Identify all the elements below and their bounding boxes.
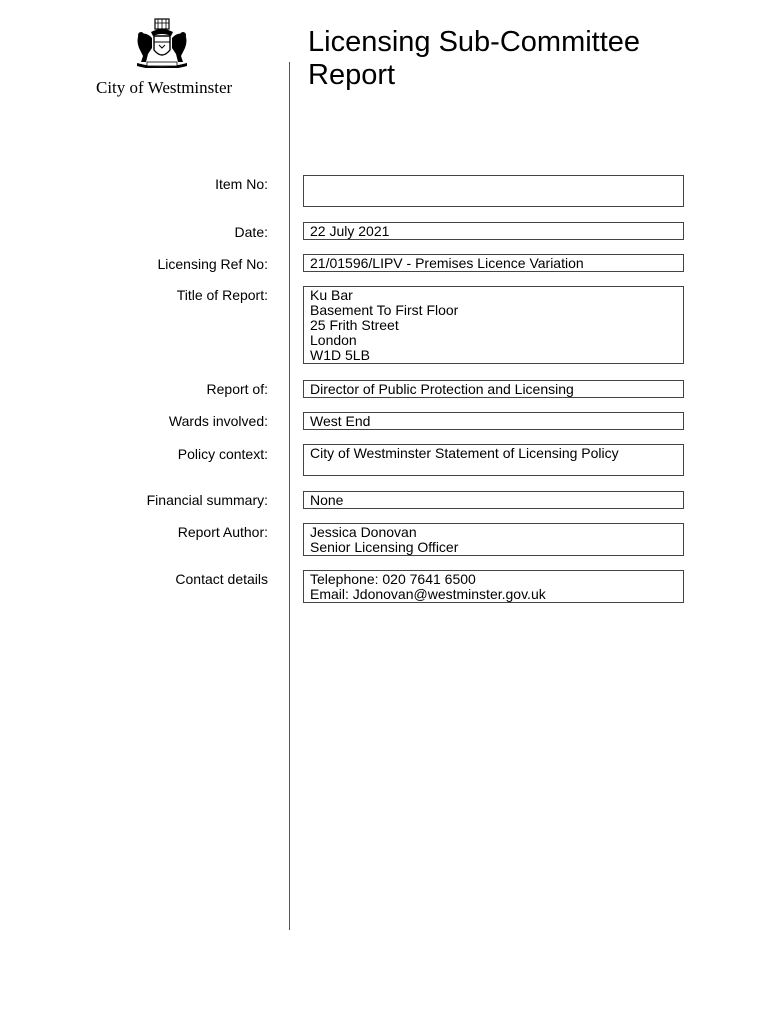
wards-involved-label: Wards involved: [168, 413, 268, 429]
vertical-divider [289, 62, 290, 930]
date-label: Date: [234, 224, 268, 240]
report-author-box [303, 523, 684, 556]
item-no-label: Item No: [215, 176, 268, 192]
report-author-role: Senior Licensing Officer [310, 539, 459, 555]
report-author-label: Report Author: [177, 524, 268, 540]
report-title-line-2: Report [308, 59, 396, 91]
title-of-report-line: W1D 5LB [310, 347, 370, 363]
contact-details-box [303, 570, 684, 603]
title-of-report-box [303, 286, 684, 364]
title-of-report-line: 25 Frith Street [310, 317, 399, 333]
wards-involved-value: West End [310, 413, 371, 429]
report-of-value: Director of Public Protection and Licensing [310, 381, 574, 397]
report-of-box [303, 380, 684, 398]
title-of-report-line: Ku Bar [310, 287, 353, 303]
licensing-ref-box [303, 254, 684, 272]
date-box [303, 222, 684, 240]
organisation-name: City of Westminster [96, 78, 233, 97]
title-of-report-line: Basement To First Floor [310, 302, 459, 318]
city-of-westminster-crest-icon [133, 18, 191, 68]
contact-email: Email: Jdonovan@westminster.gov.uk [310, 586, 546, 602]
title-of-report-line: London [310, 332, 357, 348]
date-value: 22 July 2021 [310, 223, 390, 239]
contact-telephone: Telephone: 020 7641 6500 [310, 571, 476, 587]
policy-context-value: City of Westminster Statement of Licensing Policy [310, 445, 619, 461]
financial-summary-box [303, 491, 684, 509]
wards-involved-box [303, 412, 684, 430]
report-of-label: Report of: [206, 381, 268, 397]
title-of-report-label: Title of Report: [176, 287, 268, 303]
report-author-name: Jessica Donovan [310, 524, 417, 540]
licensing-ref-value: 21/01596/LIPV - Premises Licence Variation [310, 255, 584, 271]
contact-details-label: Contact details [175, 571, 268, 587]
financial-summary-value: None [310, 492, 344, 508]
financial-summary-label: Financial summary: [146, 492, 268, 508]
licensing-ref-label: Licensing Ref No: [157, 256, 268, 272]
report-title-line-1: Licensing Sub-Committee [308, 26, 641, 58]
policy-context-box [303, 444, 684, 476]
report-title [308, 26, 738, 92]
policy-context-label: Policy context: [177, 446, 268, 462]
item-no-box [303, 175, 684, 207]
